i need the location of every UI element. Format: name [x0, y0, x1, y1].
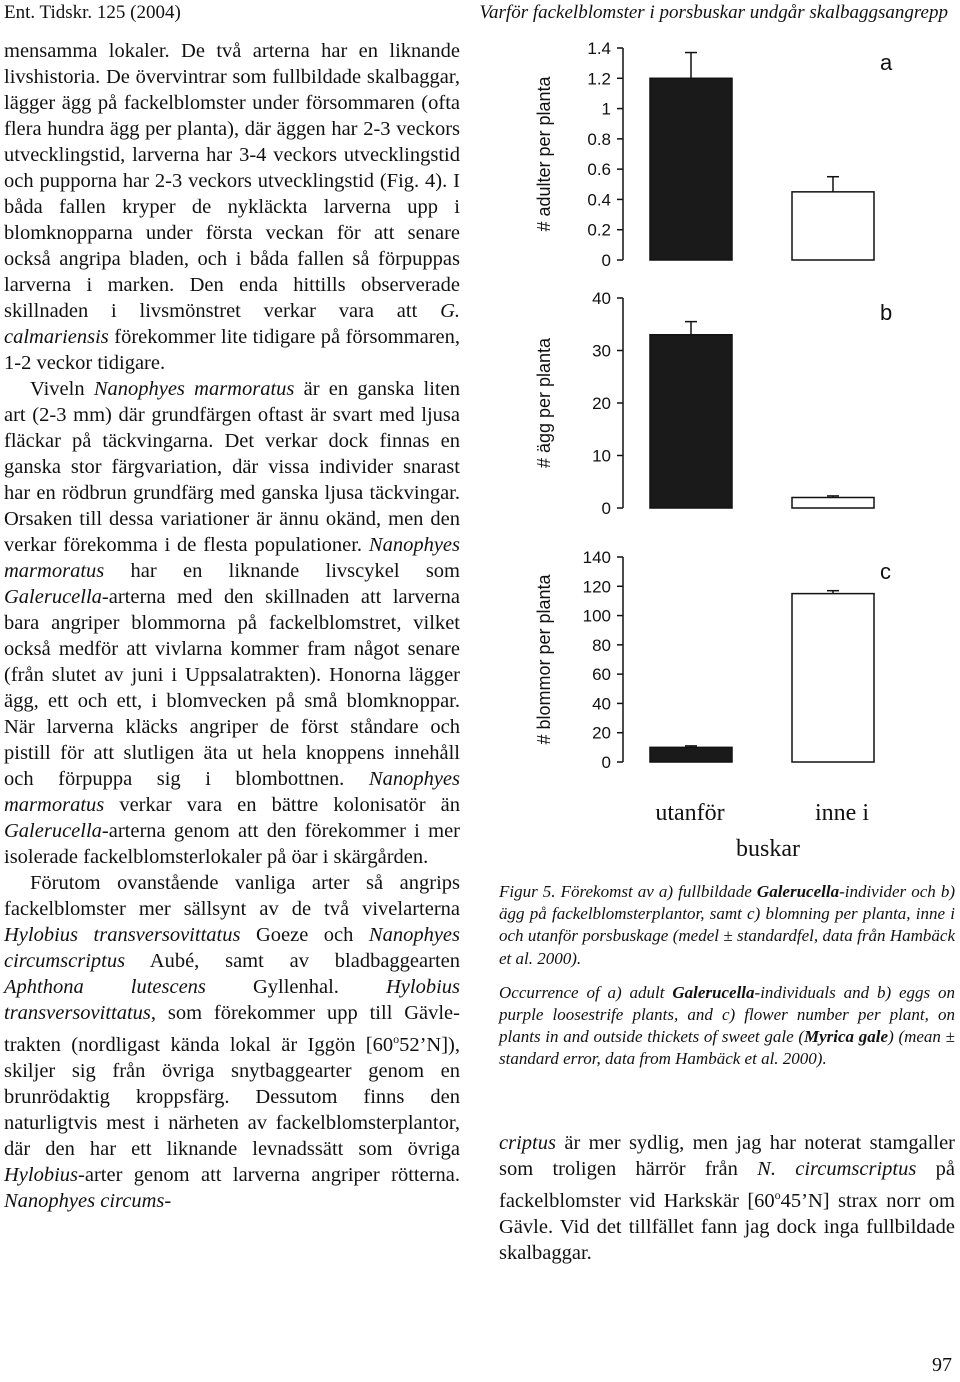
species-name: Nanophyes marmoratus	[93, 378, 295, 400]
species-name: Myrica gale	[804, 1027, 889, 1047]
text: -arterna med den skillnaden att larverna bara angriper blommorna på fackelblomstret, vilket också medför att vivlarna kommer fram något senare (från slutet av juni i Uppsalatrakten). Honorna lägger ägg, ett och ett, i blomvecken på små blomknoppar. När larverna kläcks angriper de först ståndare och pistill för att slutligen äta ut hela knoppens innehåll och förpuppa sig i blombottnen.	[4, 586, 460, 790]
journal-header: Ent. Tidskr. 125 (2004)	[4, 2, 181, 23]
panel-letter: b	[880, 300, 893, 325]
bar	[792, 498, 874, 509]
species-name: Galerucella	[4, 586, 102, 608]
text: -arter genom att larverna angriper rötterna.	[78, 1163, 460, 1186]
text: Goeze och	[240, 924, 369, 946]
figure-5-chart	[520, 30, 960, 870]
y-tick-label: 30	[592, 341, 611, 361]
y-tick-label: 60	[592, 665, 611, 685]
species-name: Hylobius	[4, 1163, 79, 1186]
text: Viveln	[30, 378, 94, 400]
running-title: Varför fackelblomster i porsbuskar undgår skalbaggsangrepp	[479, 2, 948, 23]
y-tick-label: 1	[601, 99, 611, 119]
bar	[792, 192, 874, 260]
y-tick-label: 10	[592, 446, 611, 466]
y-tick-label: 40	[592, 289, 611, 308]
degree-mark: o	[393, 1032, 400, 1046]
text: Förutom ovanstående vanliga arter så angrips fackelblomster mer sällsynt av de två vivelarterna	[4, 872, 460, 920]
genus-name: Galerucella	[756, 882, 840, 901]
species-name: Nanophyes marmoratus	[4, 768, 460, 816]
text: mensamma lokaler. De två arterna har en liknande livshistoria. De övervintrar som fullbildade skalbaggar, lägger ägg på fackelblomster under försommaren (ofta flera hundra ägg per planta), där äggen har 2-3 veckors utvecklingstid, larverna har 3-4 veckors utvecklingstid och pupporna har 2-3 veckors utvecklingstid (Fig. 4). I båda fallen kryper de nykläckta larverna upp i blomknopparna under första veckan för att senare också angripa bladen, och i båda fallen så förpuppas larverna i marken. Den enda hittills observerade skillnaden i livsmönstret verkar vara att	[4, 40, 460, 322]
text: Occurrence of a) adult	[499, 982, 673, 1002]
y-axis-label: # ägg per planta	[534, 337, 554, 469]
species-name: Galerucella	[4, 820, 102, 842]
species-name: criptus	[499, 1132, 556, 1154]
panel-letter: c	[880, 559, 891, 584]
y-tick-label: 0.2	[587, 220, 611, 240]
species-name: Hylobius transversovittatus	[4, 924, 241, 946]
x-axis-title: buskar	[736, 836, 800, 862]
text: på fackelblomster vid Harkskär [60	[499, 1158, 955, 1212]
y-tick-label: 1.2	[587, 69, 611, 89]
bar	[650, 747, 732, 762]
paragraph	[4, 870, 460, 1214]
y-tick-label: 40	[592, 694, 611, 714]
text: -arterna genom att den förekommer i mer isolerade fackelblomsterlokaler på öar i skärgården.	[4, 820, 460, 868]
text: är en ganska liten art (2-3 mm) där grundfärgen oftast är svart med ljusa fläckar på täckvingarna. Det verkar dock finnas en ganska stor färgvariation, där vissa individer snarast har en rödbrun grundfärg med ganska ljusa täckvingar. Orsaken till dessa variationer är ännu okänd, men den verkar förekomma i de flesta populationer.	[4, 378, 460, 556]
species-name: Nanophyes circums-	[4, 1189, 172, 1212]
text: Gyllenhal.	[205, 976, 386, 998]
y-axis-label: # blommor per planta	[534, 574, 554, 745]
bar	[650, 335, 732, 508]
y-tick-label: 0.8	[587, 129, 611, 149]
text: -individer och b) ägg på fackelblomsterplantor, samt c) blomning per planta, inne i och utanför porsbuskage (medel ± standardfel, data från Hambäck et al. 2000).	[499, 882, 955, 968]
species-name: Nanophyes circumscriptus	[4, 924, 460, 972]
text: har en liknande livscykel som	[104, 560, 460, 582]
y-tick-label: 0	[601, 753, 611, 772]
text: är mer sydlig, men jag har noterat stamgaller som troligen härrör från	[499, 1132, 955, 1180]
figure-caption	[499, 881, 955, 1071]
panel-letter: a	[880, 50, 893, 75]
y-tick-label: 140	[582, 548, 611, 567]
text: , som förekommer upp till Gävle-trakten (nordligast kända lokal är Iggön [60	[4, 1002, 460, 1056]
y-tick-label: 20	[592, 394, 611, 413]
y-tick-label: 0	[601, 251, 611, 270]
y-tick-label: 1.4	[587, 39, 611, 58]
x-tick-label: utanför	[655, 800, 725, 826]
bar	[792, 594, 874, 762]
species-name: Nanophyes marmoratus	[4, 534, 460, 582]
text: Figur 5. Förekomst av a) fullbildade	[499, 882, 757, 901]
text: -individuals and b) eggs on purple loosestrife plants, and c) flower number per plant, on plants in and outside thickets of sweet gale (	[499, 982, 955, 1047]
left-column	[4, 38, 460, 1214]
text: förekommer lite tidigare på försommaren, 1-2 veckor tidigare.	[4, 326, 460, 374]
y-tick-label: 80	[592, 635, 611, 655]
text: verkar vara en bättre kolonisatör än	[104, 794, 460, 816]
genus-name: Galerucella	[672, 982, 755, 1002]
degree-mark: o	[774, 1188, 781, 1202]
y-axis-label: # adulter per planta	[534, 76, 554, 232]
y-tick-label: 100	[582, 606, 611, 626]
bar-chart-svg	[520, 30, 960, 870]
text: 45’N] strax norr om Gävle. Vid det tillfället fann jag dock inga fullbildade skalbaggar.	[499, 1189, 955, 1264]
y-tick-label: 120	[582, 577, 611, 597]
text: Aubé, samt av bladbaggearten	[125, 950, 460, 972]
page-number: 97	[932, 1354, 952, 1376]
caption-english	[499, 982, 955, 1071]
species-name: N. circumscriptus	[757, 1158, 917, 1180]
caption-swedish	[499, 881, 955, 970]
y-tick-label: 0	[601, 499, 611, 518]
paragraph	[4, 38, 460, 376]
species-name: Hylobius transversovittatus	[4, 976, 460, 1024]
text: ) (mean ± standard error, data from Hambäck et al. 2000).	[499, 1027, 955, 1069]
text: 52’N]), skiljer sig från övriga snytbaggearter genom en brunrödaktig kroppsfärg. Dessutom finns den naturligtvis mest i närheten av fackelblomsterplantor, där den har ett liknande levnadssätt som övriga	[4, 1033, 460, 1160]
species-name: Aphthona lutescens	[4, 976, 206, 998]
paragraph	[499, 1130, 955, 1266]
species-name: G. calmariensis	[4, 300, 460, 348]
paragraph	[4, 376, 460, 870]
y-tick-label: 0.6	[587, 160, 611, 180]
right-column-text	[499, 1130, 955, 1266]
bar	[650, 78, 732, 260]
y-tick-label: 0.4	[587, 190, 611, 210]
y-tick-label: 20	[592, 723, 611, 743]
x-tick-label: inne i	[815, 800, 869, 826]
